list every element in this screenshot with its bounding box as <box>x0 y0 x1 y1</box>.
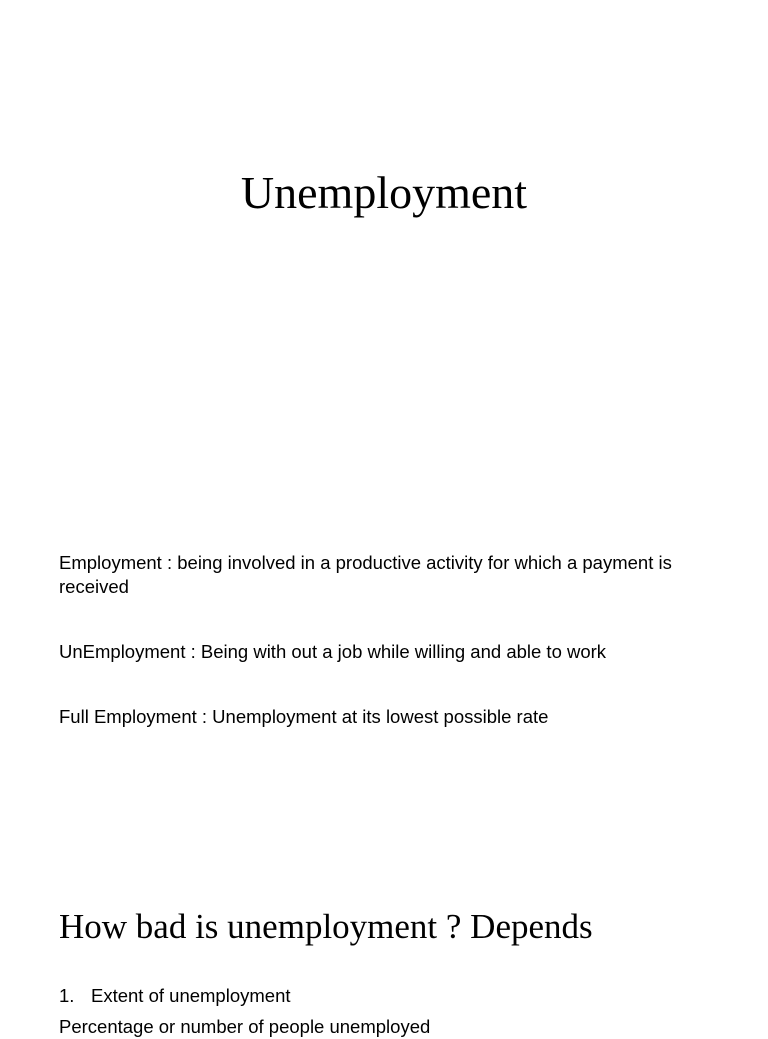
list-item <box>59 984 291 1008</box>
section-heading: How bad is unemployment ? Depends <box>59 907 593 946</box>
list-item-number: 1. <box>59 985 75 1006</box>
list-item-text: Extent of unemployment <box>91 985 291 1006</box>
cutoff-text: Percentage or number of people unemployed <box>59 1016 431 1037</box>
employment-definition: Employment : being involved in a productive activity for which a payment is received <box>59 552 672 597</box>
unemployment-definition: UnEmployment : Being with out a job while willing and able to work <box>59 641 607 662</box>
full-employment-definition: Full Employment : Unemployment at its lowest possible rate <box>59 706 549 727</box>
slide-title: Unemployment <box>240 167 528 218</box>
numbered-list <box>59 984 291 1008</box>
